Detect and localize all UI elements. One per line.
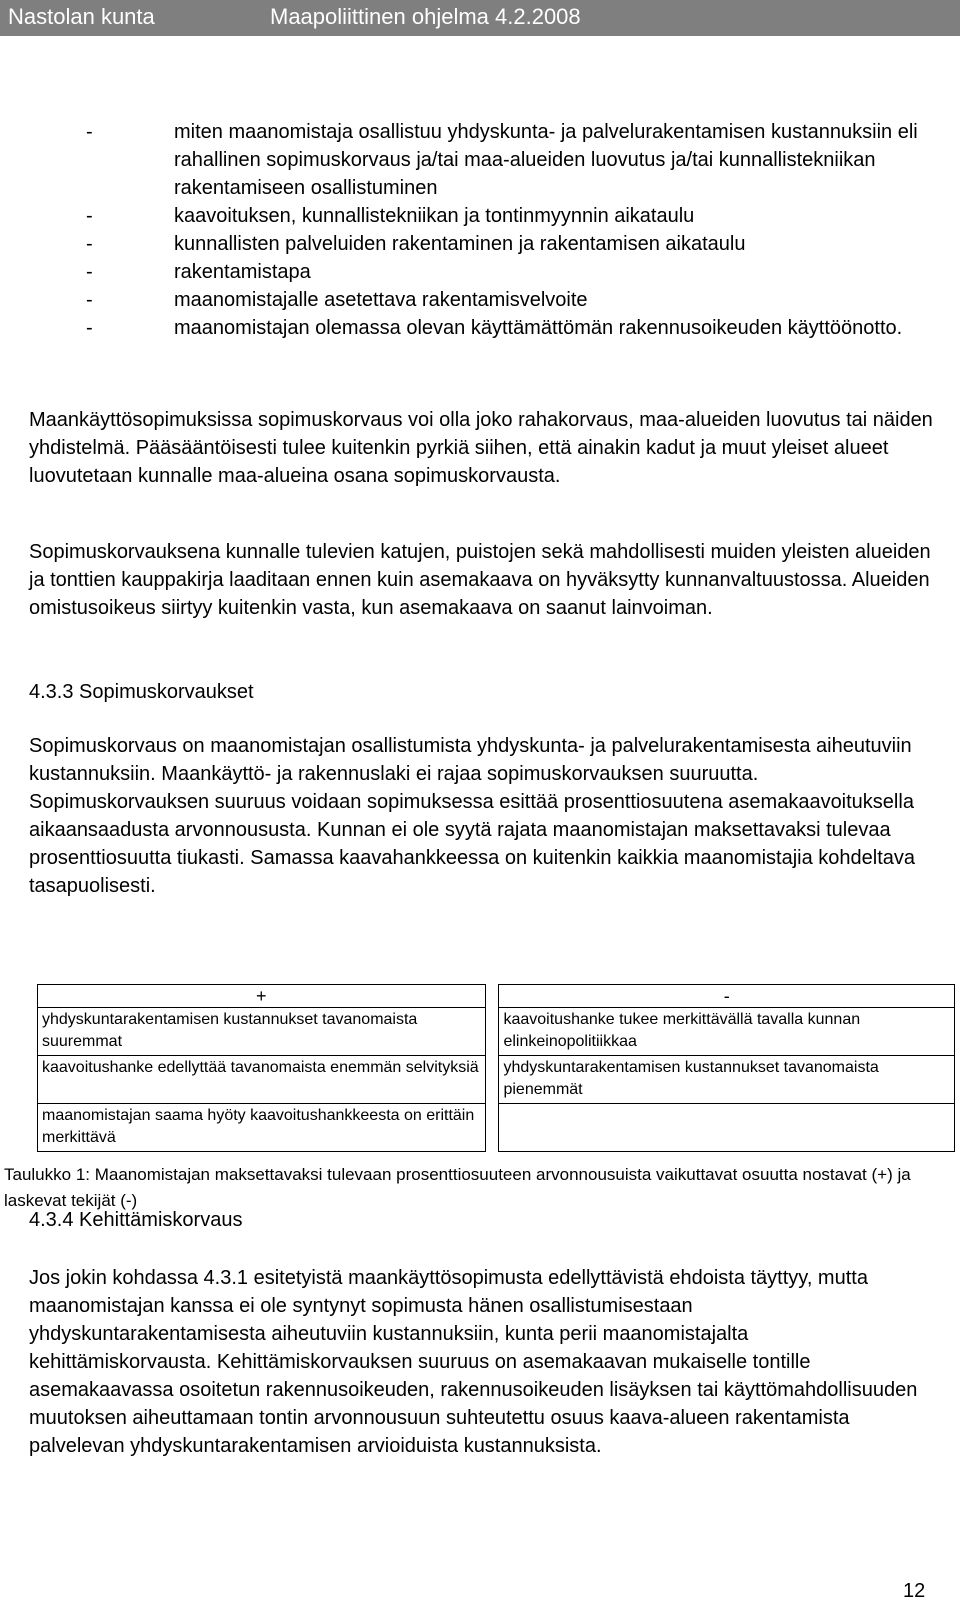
table-caption: Taulukko 1: Maanomistajan maksettavaksi tulevaan prosenttiosuuteen arvonnousuista vaikuttavat osuutta nostavat (+) ja laskevat tekijät (-)	[4, 1165, 911, 1210]
section-heading-434: 4.3.4 Kehittämiskorvaus	[29, 1209, 243, 1231]
page-header	[0, 0, 960, 36]
plus-header: +	[38, 985, 486, 1008]
minus-factor-cell: kaavoitushanke tukee merkittävällä tavalla kunnan elinkeinopolitiikkaa	[499, 1008, 955, 1056]
bullet-text: maanomistajan olemassa olevan käyttämättömän rakennusoikeuden käyttöönotto.	[174, 317, 903, 339]
list-item	[86, 202, 936, 230]
minus-factor-cell: yhdyskuntarakentamisen kustannukset tavanomaista pienemmät	[499, 1056, 955, 1104]
bullet-dash: -	[86, 233, 93, 255]
table-row	[38, 1104, 955, 1152]
list-item	[86, 230, 936, 258]
bullet-text: maanomistajalle asetettava rakentamisvelvoite	[174, 289, 588, 311]
list-item	[86, 314, 936, 342]
plus-factor-cell: yhdyskuntarakentamisen kustannukset tavanomaista suuremmat	[38, 1008, 486, 1056]
page-number: 12	[903, 1580, 926, 1602]
paragraph-land-transfer: Sopimuskorvauksena kunnalle tulevien katujen, puistojen sekä mahdollisesti muiden yleisten alueiden ja tonttien kauppakirja laaditaan ennen kuin asemakaava on hyväksytty kunnanvaltuustossa. Alueiden omistusoikeus siirtyy kuitenkin vasta, kun asemakaava on saanut lainvoiman.	[29, 541, 931, 619]
bullet-text: kunnallisten palveluiden rakentaminen ja rakentamisen aikataulu	[174, 233, 746, 255]
bullet-text: miten maanomistaja osallistuu yhdyskunta- ja palvelurakentamisen kustannuksiin eli rahallinen sopimuskorvaus ja/tai maa-alueiden luovutus ja/tai kunnallistekniikan rakentamiseen osallistuminen	[174, 121, 918, 199]
table-header-row	[38, 985, 955, 1008]
table-row	[38, 1056, 955, 1104]
column-gap	[485, 1104, 499, 1152]
column-gap	[485, 1008, 499, 1056]
bullet-list	[86, 118, 936, 342]
bullet-text: kaavoituksen, kunnallistekniikan ja tontinmyynnin aikataulu	[174, 205, 695, 227]
column-gap	[485, 1056, 499, 1104]
minus-header: -	[499, 985, 955, 1008]
section-heading-433: 4.3.3 Sopimuskorvaukset	[29, 681, 254, 703]
bullet-dash: -	[86, 317, 93, 339]
column-gap	[485, 985, 499, 1008]
bullet-dash: -	[86, 289, 93, 311]
bullet-dash: -	[86, 205, 93, 227]
table-row	[38, 1008, 955, 1056]
header-document-title: Maapoliittinen ohjelma 4.2.2008	[270, 4, 581, 29]
list-item	[86, 118, 936, 202]
paragraph-contract-compensation: Sopimuskorvaus on maanomistajan osallistumista yhdyskunta- ja palvelurakentamisesta aiheutuviin kustannuksiin. Maankäyttö- ja rakennuslaki ei rajaa sopimuskorvauksen suuruutta. Sopimuskorvauksen suuruus voidaan sopimuksessa esittää prosenttiosuutena asemakaavoituksella aikaansaadusta arvonnousustа. Kunnan ei ole syytä rajata maanomistajan maksettavaksi tulevaa prosenttiosuutta tiukasti. Samassa kaavahankkeessa on kuitenkin kaikkia maanomistajia kohdeltava tasapuolisesti.	[29, 735, 916, 897]
factors-table	[37, 984, 955, 1152]
header-municipality: Nastolan kunta	[8, 4, 155, 29]
minus-factor-cell	[499, 1104, 955, 1152]
list-item	[86, 258, 936, 286]
bullet-dash: -	[86, 121, 93, 143]
plus-factor-cell: maanomistajan saama hyöty kaavoitushankkeesta on erittäin merkittävä	[38, 1104, 486, 1152]
paragraph-compensation-forms: Maankäyttösopimuksissa sopimuskorvaus voi olla joko rahakorvaus, maa-alueiden luovutus tai näiden yhdistelmä. Pääsääntöisesti tulee kuitenkin pyrkiä siihen, että ainakin kadut ja muut yleiset alueet luovutetaan kunnalle maa-alueina osana sopimuskorvausta.	[29, 409, 933, 487]
plus-factor-cell: kaavoitushanke edellyttää tavanomaista enemmän selvityksiä	[38, 1056, 486, 1104]
paragraph-development-compensation: Jos jokin kohdassa 4.3.1 esitetyistä maankäyttösopimusta edellyttävistä ehdoista täyttyy, mutta maanomistajan kanssa ei ole syntynyt sopimusta hänen osallistumisestaan yhdyskuntarakentamisesta aiheutuviin kustannuksiin, kunta perii maanomistajalta kehittämiskorvausta. Kehittämiskorvauksen suuruus on asemakaavan mukaiselle tontille asemakaavassa osoitetun rakennusoikeuden, rakennusoikeuden lisäyksen tai käyttömahdollisuuden muutoksen aiheuttamaan tontin arvonnousuun suhteutettu osuus kaava-alueen rakentamista palvelevan yhdyskuntarakentamisen arvioiduista kustannuksista.	[29, 1267, 918, 1457]
bullet-dash: -	[86, 261, 93, 283]
list-item	[86, 286, 936, 314]
bullet-text: rakentamistapa	[174, 261, 311, 283]
